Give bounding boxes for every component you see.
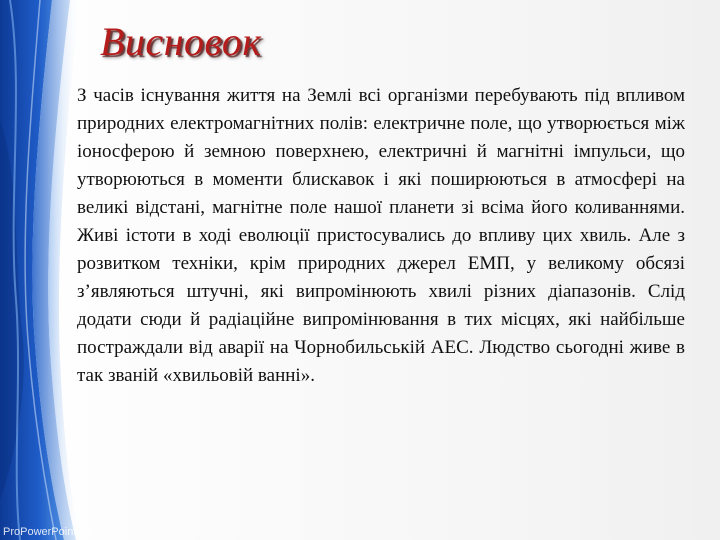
- slide-title: Висновок: [100, 19, 262, 64]
- slide-body-text: З часів існування життя на Землі всі організми перебувають під впливом природних електромагнітних полів: електричне поле, що утворюється між іоносферою й земною поверхнею, електричні й магнітні імпульси, що утворюються в моменти блискавок і які поширюються в атмосфері на великі відстані, магнітне поле нашої планети зі всіма його коливаннями. Живі істоти в ході еволюції пристосувались до впливу цих хвиль. Але з розвитком техніки, крім природних джерел ЕМП, у великому обсязі з’являються штучні, які випромінюють хвилі різних діапазонів. Слід додати сюди й радіаційне випромінювання в тих місцях, які найбільше постраждали від аварії на Чорнобильській АЕС. Людство сьогодні живе в так званій «хвильовій ванні».: [77, 85, 685, 386]
- watermark: ProPowerPoint.Ru: [3, 526, 94, 538]
